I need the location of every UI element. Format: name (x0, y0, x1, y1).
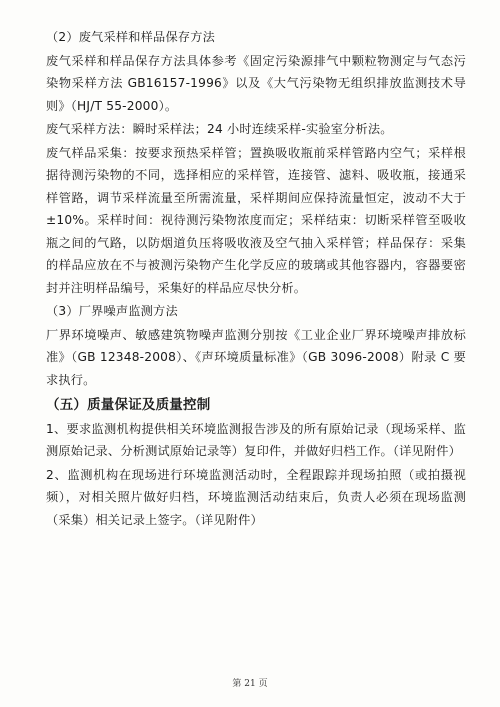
paragraph-waste-gas-method: 废气采样方法：瞬时采样法；24 小时连续采样-实验室分析法。 (46, 122, 393, 136)
section-heading-noise: （3）厂界噪声监测方法 (46, 304, 178, 318)
paragraph-qa-item-2: 2、监测机构在现场进行环境监测活动时，全程跟踪并现场拍照（或拍摄视频），对相关照片做好归档，环境监测活动结束后，负责人必须在现场监测（采集）相关记录上签字。（详见附件） (46, 467, 466, 527)
paragraph-waste-gas-intro: 废气采样和样品保存方法具体参考《固定污染源排气中颗粒物测定与气态污染物采样方法 GB16157-1996》以及《大气污染物无组织排放监测技术导则》（HJ/T 55-2000）。 (46, 53, 466, 113)
paragraph-qa-item-1: 1、要求监测机构提供相关环境监测报告涉及的所有原始记录（现场采样、监测原始记录、分析测试原始记录等）复印件，并做好归档工作。（详见附件） (46, 421, 466, 458)
section-heading-quality-assurance: （五）质量保证及质量控制 (46, 397, 211, 413)
paragraph-noise: 厂界环境噪声、敏感建筑物噪声监测分别按《工业企业厂界环境噪声排放标准》（GB 12348-2008）、《声环境质量标准》（GB 3096-2008）附录 C 要求执行。 (46, 327, 466, 387)
paragraph-waste-gas-collection: 废气样品采集：按要求预热采样管；置换吸收瓶前采样管路内空气；采样根据待测污染物的不同，选择相应的采样管，连接管、滤料、吸收瓶，接通采样管路，调节采样流量至所需流量，采样期间应保持流量恒定，波动不大于±10%。采样时间：视待测污染物浓度而定；采样结束：切断采样管至吸收瓶之间的气路，以防烟道负压将吸收液及空气抽入采样管；样品保存：采集的样品应放在不与被测污染物产生化学反应的玻璃或其他容器内，容器要密封并注明样品编号，采集好的样品应尽快分析。 (46, 145, 466, 295)
section-heading-waste-gas: （2）废气采样和样品保存方法 (46, 30, 215, 44)
page-body (46, 26, 466, 531)
page-number: 第 21 页 (232, 679, 268, 689)
